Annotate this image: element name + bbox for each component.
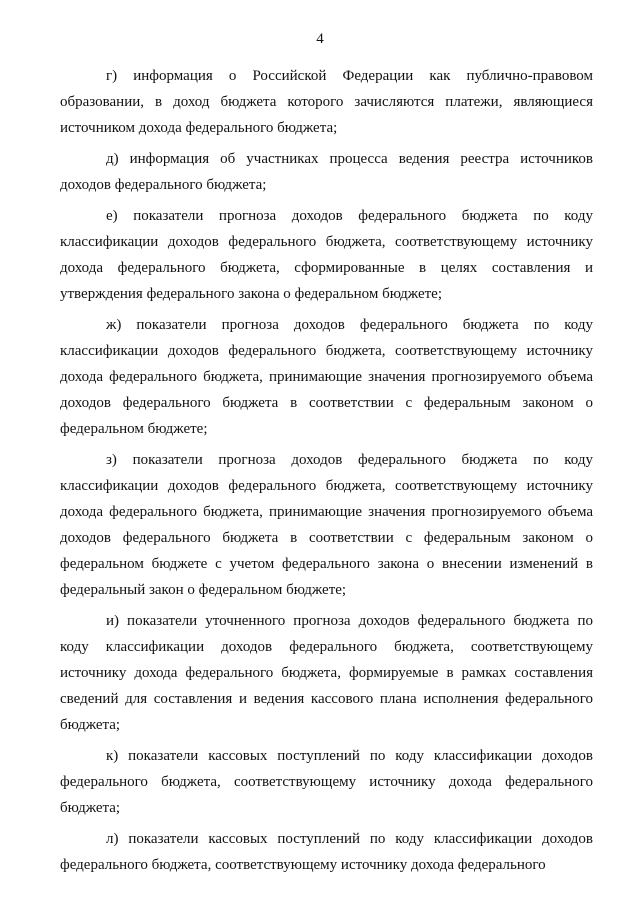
paragraph-l: л) показатели кассовых поступлений по коду классификации доходов федерального бюджета, соответствующему источнику дохода федерального [60,831,593,873]
page-number: 4 [316,31,324,47]
document-body [60,63,593,883]
paragraph-e: е) показатели прогноза доходов федерального бюджета по коду классификации доходов федерального бюджета, соответствующему источнику дохода федерального бюджета, сформированные в целях составления и утверждения федерального закона о федеральном бюджете; [60,208,593,302]
paragraph-z: з) показатели прогноза доходов федерального бюджета по коду классификации доходов федерального бюджета, соответствующему источнику дохода федерального бюджета, принимающие значения прогнозируемого объема доходов федерального бюджета в соответствии с федеральным законом о федеральном бюджете с учетом федерального закона о внесении изменений в федеральный закон о федеральном бюджете; [60,452,593,598]
paragraph-g: г) информация о Российской Федерации как публично-правовом образовании, в доход бюджета которого зачисляются платежи, являющиеся источником дохода федерального бюджета; [60,68,593,136]
paragraph-d: д) информация об участниках процесса ведения реестра источников доходов федерального бюджета; [60,151,593,193]
paragraph-k: к) показатели кассовых поступлений по коду классификации доходов федерального бюджета, соответствующему источнику дохода федерального бюджета; [60,748,593,816]
paragraph-i: и) показатели уточненного прогноза доходов федерального бюджета по коду классификации доходов федерального бюджета, соответствующему источнику дохода федерального бюджета, формируемые в рамках составления сведений для составления и ведения кассового плана исполнения федерального бюджета; [60,613,593,733]
paragraph-zh: ж) показатели прогноза доходов федерального бюджета по коду классификации доходов федерального бюджета, соответствующему источнику дохода федерального бюджета, принимающие значения прогнозируемого объема доходов федерального бюджета в соответствии с федеральным законом о федеральном бюджете; [60,317,593,437]
